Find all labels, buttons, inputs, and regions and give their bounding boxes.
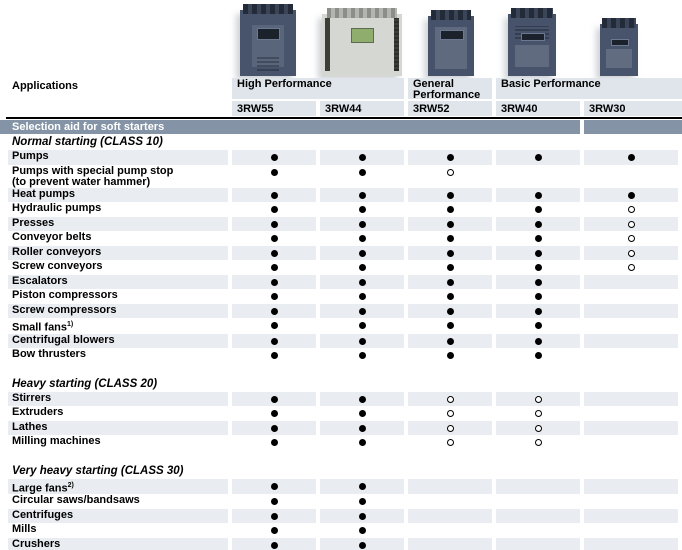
filled-dot-icon: [359, 498, 366, 505]
table-row: [0, 289, 682, 304]
rating-cell-3rw44: [320, 275, 404, 290]
rating-cell-3rw30: [584, 479, 678, 495]
rating-cell-3rw55: [232, 289, 316, 304]
group-header-2: General Performance: [408, 78, 492, 99]
filled-dot-icon: [359, 483, 366, 490]
filled-dot-icon: [359, 206, 366, 213]
band-column-gap: [580, 120, 584, 134]
open-dot-icon: [628, 206, 635, 213]
rating-cell-3rw52: [408, 479, 492, 495]
device-body: [600, 24, 638, 76]
rating-cell-3rw44: [320, 231, 404, 246]
rating-cell-3rw30: [584, 509, 678, 524]
rating-cell-3rw40: [496, 202, 580, 217]
filled-dot-icon: [359, 527, 366, 534]
rating-cell-3rw40: [496, 523, 580, 538]
rating-cell-3rw44: [320, 165, 404, 188]
rating-cell-3rw55: [232, 304, 316, 319]
table-row: [0, 165, 682, 188]
rating-cell-3rw44: [320, 217, 404, 232]
filled-dot-icon: [447, 322, 454, 329]
rating-cell-3rw52: [408, 188, 492, 203]
filled-dot-icon: [359, 154, 366, 161]
filled-dot-icon: [359, 308, 366, 315]
rating-cell-3rw55: [232, 406, 316, 421]
open-dot-icon: [535, 439, 542, 446]
filled-dot-icon: [271, 498, 278, 505]
open-dot-icon: [447, 425, 454, 432]
application-label: Heat pumps: [0, 188, 228, 203]
rating-cell-3rw30: [584, 334, 678, 349]
rating-cell-3rw40: [496, 217, 580, 232]
filled-dot-icon: [359, 250, 366, 257]
rating-cell-3rw30: [584, 231, 678, 246]
filled-dot-icon: [359, 513, 366, 520]
filled-dot-icon: [359, 293, 366, 300]
products-row: [0, 0, 682, 78]
open-dot-icon: [535, 396, 542, 403]
rating-cell-3rw44: [320, 538, 404, 550]
filled-dot-icon: [359, 425, 366, 432]
filled-dot-icon: [535, 293, 542, 300]
rating-cell-3rw40: [496, 188, 580, 203]
rating-cell-3rw40: [496, 318, 580, 334]
device-panel: [606, 49, 632, 68]
open-dot-icon: [628, 235, 635, 242]
product-image-3rw30: [600, 24, 638, 76]
group-header-3: Basic Performance: [496, 78, 682, 99]
filled-dot-icon: [271, 527, 278, 534]
filled-dot-icon: [271, 410, 278, 417]
filled-dot-icon: [447, 192, 454, 199]
filled-dot-icon: [271, 513, 278, 520]
rating-cell-3rw30: [584, 435, 678, 450]
rating-cell-3rw40: [496, 246, 580, 261]
table-row: [0, 188, 682, 203]
table-row: [0, 246, 682, 261]
application-label: Conveyor belts: [12, 231, 92, 243]
rating-cell-3rw40: [496, 260, 580, 275]
application-label: Centrifugal blowers: [0, 334, 228, 349]
filled-dot-icon: [271, 542, 278, 549]
filled-dot-icon: [359, 322, 366, 329]
rating-cell-3rw44: [320, 392, 404, 407]
application-label: Screw conveyors: [12, 260, 103, 272]
filled-dot-icon: [359, 396, 366, 403]
rating-cell-3rw44: [320, 304, 404, 319]
rating-cell-3rw55: [232, 334, 316, 349]
selection-aid-band: [0, 120, 682, 134]
product-image-3rw55: [240, 10, 296, 76]
filled-dot-icon: [447, 154, 454, 161]
rating-cell-3rw52: [408, 538, 492, 550]
rating-cell-3rw52: [408, 494, 492, 509]
rating-cell-3rw30: [584, 202, 678, 217]
rating-cell-3rw55: [232, 348, 316, 363]
rating-cell-3rw30: [584, 275, 678, 290]
filled-dot-icon: [359, 279, 366, 286]
filled-dot-icon: [447, 264, 454, 271]
selection-aid-title: Selection aid for soft starters: [12, 121, 165, 133]
rating-cell-3rw55: [232, 421, 316, 436]
rating-cell-3rw55: [232, 479, 316, 495]
filled-dot-icon: [359, 338, 366, 345]
footnote-marker: 1): [67, 321, 74, 328]
filled-dot-icon: [359, 221, 366, 228]
application-label: Stirrers: [0, 392, 228, 407]
filled-dot-icon: [535, 322, 542, 329]
filled-dot-icon: [535, 264, 542, 271]
rating-cell-3rw44: [320, 202, 404, 217]
rating-cell-3rw30: [584, 523, 678, 538]
filled-dot-icon: [271, 322, 278, 329]
rating-cell-3rw52: [408, 406, 492, 421]
open-dot-icon: [535, 425, 542, 432]
filled-dot-icon: [628, 154, 635, 161]
rating-cell-3rw40: [496, 231, 580, 246]
rating-cell-3rw44: [320, 509, 404, 524]
table-row: [0, 435, 682, 450]
rating-cell-3rw52: [408, 334, 492, 349]
rating-cell-3rw40: [496, 392, 580, 407]
filled-dot-icon: [271, 293, 278, 300]
filled-dot-icon: [271, 154, 278, 161]
device-vents: [257, 56, 279, 71]
rating-cell-3rw40: [496, 509, 580, 524]
filled-dot-icon: [535, 154, 542, 161]
rating-cell-3rw44: [320, 260, 404, 275]
rating-cell-3rw44: [320, 246, 404, 261]
table-row: [0, 318, 682, 334]
application-label: Screw compressors: [0, 304, 228, 319]
table-row: [0, 150, 682, 165]
rating-cell-3rw30: [584, 289, 678, 304]
table-row: [0, 217, 682, 232]
table-row: [0, 421, 682, 436]
rating-cell-3rw30: [584, 392, 678, 407]
filled-dot-icon: [447, 279, 454, 286]
table-row: [0, 538, 682, 550]
application-label: Pumps: [0, 150, 228, 165]
applications-header: Applications: [12, 80, 79, 92]
device-display: [440, 30, 464, 39]
table-row: [0, 523, 682, 538]
filled-dot-icon: [447, 338, 454, 345]
rating-cell-3rw40: [496, 538, 580, 550]
filled-dot-icon: [271, 192, 278, 199]
open-dot-icon: [447, 396, 454, 403]
rating-cell-3rw55: [232, 494, 316, 509]
rating-cell-3rw55: [232, 435, 316, 450]
open-dot-icon: [447, 410, 454, 417]
rating-cell-3rw55: [232, 165, 316, 188]
rating-cell-3rw40: [496, 348, 580, 363]
device-body: [428, 16, 474, 76]
rating-cell-3rw40: [496, 289, 580, 304]
filled-dot-icon: [535, 338, 542, 345]
group-header-1: High Performance: [232, 78, 404, 99]
header-divider-rule: [6, 117, 682, 119]
rating-cell-3rw40: [496, 406, 580, 421]
filled-dot-icon: [535, 308, 542, 315]
selection-table: [0, 134, 682, 550]
filled-dot-icon: [447, 250, 454, 257]
rating-cell-3rw52: [408, 523, 492, 538]
filled-dot-icon: [535, 352, 542, 359]
table-row: [0, 494, 682, 509]
rating-cell-3rw52: [408, 435, 492, 450]
device-display: [351, 28, 374, 44]
rating-cell-3rw44: [320, 348, 404, 363]
filled-dot-icon: [271, 264, 278, 271]
rating-cell-3rw55: [232, 392, 316, 407]
rating-cell-3rw44: [320, 289, 404, 304]
application-label: Pumps with special pump stop (to prevent water hammer): [0, 165, 228, 188]
application-label: Escalators: [0, 275, 228, 290]
rating-cell-3rw30: [584, 406, 678, 421]
rating-cell-3rw30: [584, 217, 678, 232]
rating-cell-3rw52: [408, 289, 492, 304]
filled-dot-icon: [535, 192, 542, 199]
filled-dot-icon: [535, 221, 542, 228]
filled-dot-icon: [271, 483, 278, 490]
filled-dot-icon: [271, 338, 278, 345]
application-label: Centrifuges: [0, 509, 228, 524]
device-display: [257, 28, 280, 39]
filled-dot-icon: [271, 352, 278, 359]
rating-cell-3rw55: [232, 509, 316, 524]
product-image-3rw44: [322, 14, 402, 76]
filled-dot-icon: [535, 206, 542, 213]
rating-cell-3rw44: [320, 435, 404, 450]
device-display: [611, 39, 630, 46]
rating-cell-3rw55: [232, 523, 316, 538]
product-image-3rw52: [428, 16, 474, 76]
rating-cell-3rw30: [584, 260, 678, 275]
rating-cell-3rw44: [320, 421, 404, 436]
table-row: [0, 260, 682, 275]
rating-cell-3rw40: [496, 165, 580, 188]
rating-cell-3rw52: [408, 509, 492, 524]
filled-dot-icon: [271, 279, 278, 286]
rating-cell-3rw55: [232, 150, 316, 165]
rating-cell-3rw55: [232, 260, 316, 275]
open-dot-icon: [628, 250, 635, 257]
table-row: [0, 479, 682, 495]
rating-cell-3rw55: [232, 188, 316, 203]
open-dot-icon: [447, 439, 454, 446]
rating-cell-3rw52: [408, 231, 492, 246]
model-header-3rw44: 3RW44: [320, 101, 404, 116]
rating-cell-3rw30: [584, 150, 678, 165]
application-label: Large fans$^{2)}$: [0, 479, 228, 495]
section-gap: [0, 450, 682, 463]
rating-cell-3rw40: [496, 479, 580, 495]
rating-cell-3rw55: [232, 217, 316, 232]
filled-dot-icon: [447, 293, 454, 300]
filled-dot-icon: [359, 352, 366, 359]
filled-dot-icon: [359, 235, 366, 242]
table-row: [0, 202, 682, 217]
rating-cell-3rw30: [584, 188, 678, 203]
rating-cell-3rw30: [584, 246, 678, 261]
model-header-3rw52: 3RW52: [408, 101, 492, 116]
rating-cell-3rw52: [408, 392, 492, 407]
rating-cell-3rw55: [232, 318, 316, 334]
filled-dot-icon: [447, 308, 454, 315]
rating-cell-3rw52: [408, 150, 492, 165]
device-panel: [325, 18, 330, 71]
filled-dot-icon: [359, 264, 366, 271]
model-header-3rw40: 3RW40: [496, 101, 580, 116]
application-label: Bow thrusters: [12, 348, 86, 361]
rating-cell-3rw30: [584, 494, 678, 509]
rating-cell-3rw30: [584, 421, 678, 436]
filled-dot-icon: [271, 206, 278, 213]
application-label: Milling machines: [12, 435, 101, 448]
rating-cell-3rw30: [584, 348, 678, 363]
model-header-3rw30: 3RW30: [584, 101, 682, 116]
filled-dot-icon: [271, 235, 278, 242]
application-label: Mills: [12, 523, 37, 536]
device-body: [322, 14, 402, 76]
device-body: [508, 14, 556, 76]
application-label: Roller conveyors: [0, 246, 228, 261]
application-label: Circular saws/bandsaws: [12, 494, 140, 507]
open-dot-icon: [535, 410, 542, 417]
model-header-3rw55: 3RW55: [232, 101, 316, 116]
filled-dot-icon: [271, 250, 278, 257]
rating-cell-3rw44: [320, 479, 404, 495]
filled-dot-icon: [271, 169, 278, 176]
rating-cell-3rw40: [496, 494, 580, 509]
filled-dot-icon: [447, 352, 454, 359]
filled-dot-icon: [447, 235, 454, 242]
filled-dot-icon: [359, 439, 366, 446]
rating-cell-3rw44: [320, 523, 404, 538]
rating-cell-3rw30: [584, 538, 678, 550]
filled-dot-icon: [271, 221, 278, 228]
open-dot-icon: [447, 169, 454, 176]
filled-dot-icon: [271, 308, 278, 315]
rating-cell-3rw40: [496, 421, 580, 436]
filled-dot-icon: [359, 169, 366, 176]
rating-cell-3rw44: [320, 318, 404, 334]
rating-cell-3rw52: [408, 304, 492, 319]
section-heading: Normal starting (CLASS 10): [12, 136, 163, 148]
application-label-line2: (to prevent water hammer): [12, 175, 151, 188]
filled-dot-icon: [359, 542, 366, 549]
rating-cell-3rw55: [232, 538, 316, 550]
rating-cell-3rw30: [584, 304, 678, 319]
product-image-3rw40: [508, 14, 556, 76]
filled-dot-icon: [359, 410, 366, 417]
rating-cell-3rw55: [232, 231, 316, 246]
rating-cell-3rw44: [320, 494, 404, 509]
open-dot-icon: [628, 264, 635, 271]
rating-cell-3rw55: [232, 275, 316, 290]
application-label: Small fans$^{1)}$: [12, 321, 74, 334]
rating-cell-3rw40: [496, 304, 580, 319]
footnote-marker: 2): [67, 481, 74, 489]
section-heading: Heavy starting (CLASS 20): [12, 377, 158, 390]
table-row: [0, 231, 682, 246]
rating-cell-3rw52: [408, 202, 492, 217]
table-row: [0, 304, 682, 319]
rating-cell-3rw44: [320, 406, 404, 421]
table-row: [0, 406, 682, 421]
table-row: [0, 275, 682, 290]
table-row: [0, 509, 682, 524]
rating-cell-3rw44: [320, 334, 404, 349]
application-label: Hydraulic pumps: [12, 202, 102, 214]
rating-cell-3rw52: [408, 165, 492, 188]
application-label: Crushers: [0, 538, 228, 550]
rating-cell-3rw40: [496, 334, 580, 349]
rating-cell-3rw52: [408, 421, 492, 436]
rating-cell-3rw40: [496, 150, 580, 165]
device-body: [240, 10, 296, 76]
application-label: Piston compressors: [12, 289, 118, 301]
rating-cell-3rw44: [320, 188, 404, 203]
filled-dot-icon: [535, 235, 542, 242]
filled-dot-icon: [447, 206, 454, 213]
rating-cell-3rw30: [584, 165, 678, 188]
filled-dot-icon: [359, 192, 366, 199]
filled-dot-icon: [271, 425, 278, 432]
open-dot-icon: [628, 221, 635, 228]
filled-dot-icon: [535, 279, 542, 286]
filled-dot-icon: [535, 250, 542, 257]
rating-cell-3rw52: [408, 217, 492, 232]
rating-cell-3rw30: [584, 318, 678, 334]
application-label: Extruders: [12, 406, 64, 419]
filled-dot-icon: [271, 396, 278, 403]
table-row: [0, 348, 682, 363]
rating-cell-3rw52: [408, 275, 492, 290]
application-label: Presses: [0, 217, 228, 232]
section-gap: [0, 363, 682, 376]
application-label: Lathes: [0, 421, 228, 436]
rating-cell-3rw40: [496, 275, 580, 290]
rating-cell-3rw52: [408, 246, 492, 261]
filled-dot-icon: [271, 439, 278, 446]
table-row: [0, 392, 682, 407]
filled-dot-icon: [628, 192, 635, 199]
rating-cell-3rw55: [232, 246, 316, 261]
device-display: [521, 33, 544, 41]
rating-cell-3rw52: [408, 348, 492, 363]
device-vents: [394, 18, 399, 71]
rating-cell-3rw44: [320, 150, 404, 165]
filled-dot-icon: [447, 221, 454, 228]
rating-cell-3rw52: [408, 318, 492, 334]
rating-cell-3rw52: [408, 260, 492, 275]
rating-cell-3rw40: [496, 435, 580, 450]
device-panel: [515, 45, 550, 67]
rating-cell-3rw55: [232, 202, 316, 217]
section-heading: Very heavy starting (CLASS 30): [12, 464, 184, 477]
table-row: [0, 334, 682, 349]
